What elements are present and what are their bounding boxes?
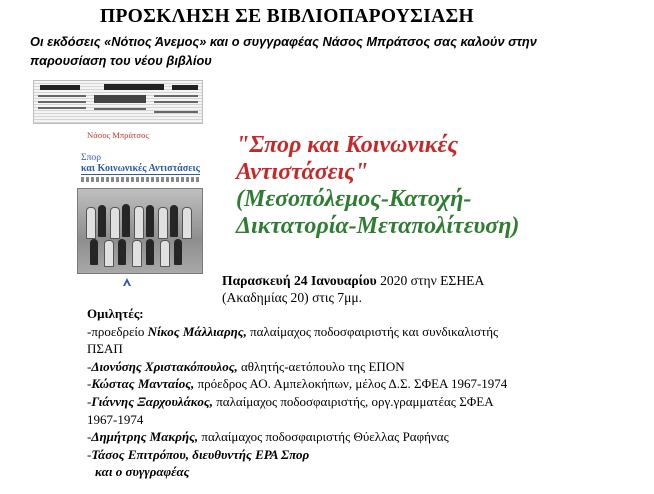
speakers-list [87,305,507,481]
publisher-logo-icon [121,276,133,288]
event-details [222,272,484,306]
book-subtitle-line1: (Μεσοπόλεμος-Κατοχή- [236,186,472,212]
book-title-line1: "Σπορ και Κοινωνικές [236,132,459,158]
event-address-time: (Ακαδημίας 20) στις 7μμ. [222,290,363,305]
event-year-venue: 2020 στην ΕΣΗΕΑ [380,273,485,288]
cover-title-line2: και Κοινωνικές Αντιστάσεις [81,163,200,174]
book-title [236,132,519,240]
book-title-line2: Αντιστάσεις" [236,159,369,185]
speaker-item: -Κώστας Μανταίος, πρόεδρος ΑΟ. Αμπελοκήπων, μέλος Δ.Σ. ΣΦΕΑ 1967-1974 [87,376,508,392]
event-date: 24 Ιανουαρίου [293,273,377,288]
speakers-label: Ομιλητές: [87,306,144,321]
invitation-intro-line1: Οι εκδόσεις «Νότιος Άνεμος» και ο συγγραφέας Νάσος Μπράτσος σας καλούν στην [30,34,537,49]
speaker-item: -Τάσος Επιτρόπου, διευθυντής ΕΡΑ Σπορ [87,446,310,462]
cover-author: Νάσος Μπράτσος [87,130,149,140]
speaker-item-author: και ο συγγραφέας [95,464,190,480]
speaker-item: -Διονύσης Χριστακόπουλος, αθλητής-αετόπουλο της ΕΠΟΝ [87,358,405,374]
invitation-intro-line2: παρουσίαση του νέου βιβλίου [30,53,212,68]
newspaper-clipping-image [33,80,203,124]
event-day: Παρασκευή [222,273,291,288]
speaker-item: -προεδρείο Νίκος Μάλλιαρης, παλαίμαχος ποδοσφαιριστής και συνδικαλιστής [87,323,499,339]
cover-title-line1: Σπορ [81,152,102,163]
book-cover-image [33,78,203,292]
invitation-title: ΠΡΟΣΚΛΗΣΗ ΣΕ ΒΙΒΛΙΟΠΑΡΟΥΣΙΑΣΗ [100,6,475,27]
speaker-item-continued: ΠΣΑΠ [87,341,123,357]
cover-subtitle-text [81,177,199,182]
book-subtitle-line2: Δικτατορία-Μεταπολίτευση) [236,213,520,239]
speaker-item-continued: 1967-1974 [87,411,144,427]
speaker-item: -Δημήτρης Μακρής, παλαίμαχος ποδοσφαιριστής Θύελλας Ραφήνας [87,429,449,445]
team-photo [77,188,203,274]
speaker-item: -Γιάννης Ξαρχουλάκος, παλαίμαχος ποδοσφαιριστής, οργ.γραμματέας ΣΦΕΑ [87,393,494,409]
